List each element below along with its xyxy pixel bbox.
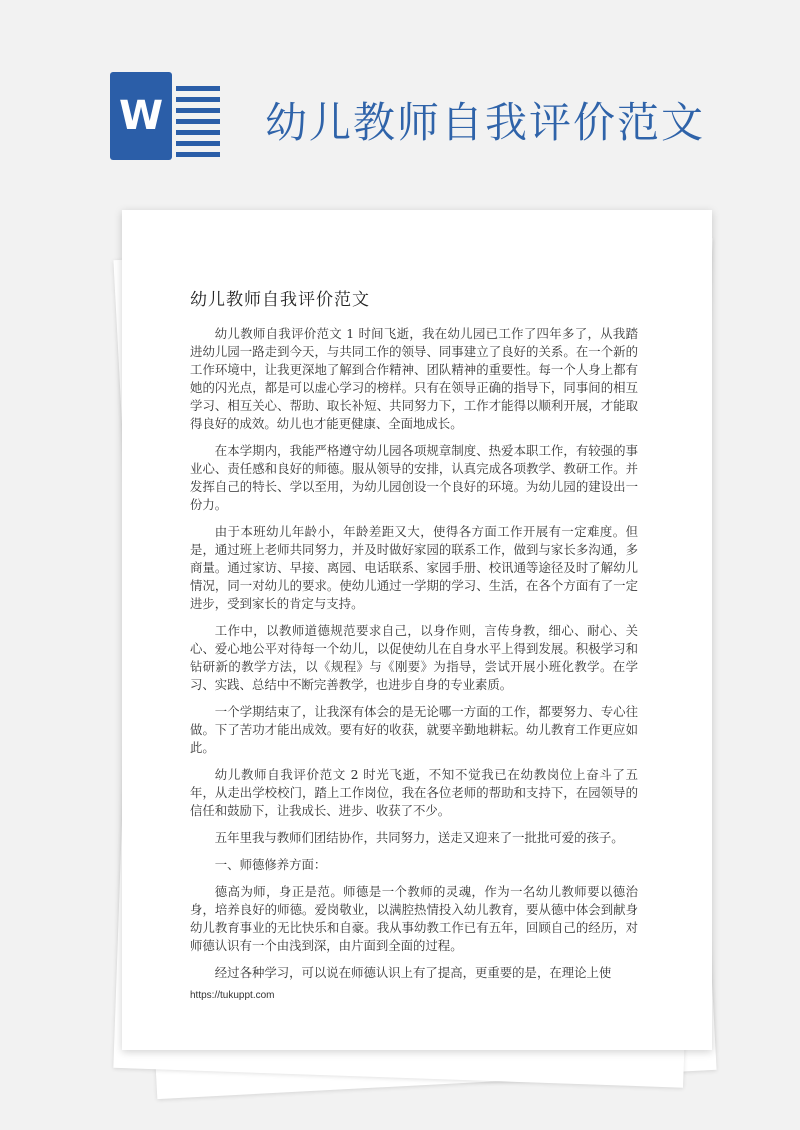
paragraph: 一个学期结束了，让我深有体会的是无论哪一方面的工作，都要努力、专心往做。下了苦功才能出成效。要有好的收获，就要辛勤地耕耘。幼儿教育工作更应如此。: [190, 704, 638, 755]
footer-url: https://tukuppt.com: [190, 990, 275, 1001]
paragraph: 幼儿教师自我评价范文 1 时间飞逝，我在幼儿园已工作了四年多了，从我踏进幼儿园一路走到今天，与共同工作的领导、同事建立了良好的关系。在一个新的工作环境中，让我更深地了解到合作精神、团队精神的重要性。每一个人身上都有她的闪光点，都是可以虚心学习的榜样。只有在领导正确的指导下，同事间的相互学习、相互关心、帮助、取长补短、共同努力下，工作才能得以顺利开展，才能取得良好的成效。幼儿也才能更健康、全面地成长。: [190, 326, 638, 431]
banner: [0, 0, 800, 200]
paragraph: 五年里我与教师们团结协作，共同努力，送走又迎来了一批批可爱的孩子。: [214, 830, 624, 845]
banner-title: 幼儿教师自我评价范文: [265, 98, 706, 147]
paragraph: 幼儿教师自我评价范文 2 时光飞逝，不知不觉我已在幼教岗位上奋斗了五年，从走出学校校门，踏上工作岗位，我在各位老师的帮助和支持下，在园领导的信任和鼓励下，让我成长、进步、收获了不少。: [190, 767, 638, 818]
paragraph: 经过各种学习，可以说在师德认识上有了提高，更重要的是，在理论上使: [214, 965, 612, 980]
document-title: 幼儿教师自我评价范文: [190, 290, 370, 310]
document-body: [190, 325, 638, 991]
paragraph: 工作中，以教师道德规范要求自己，以身作则，言传身教，细心、耐心、关心、爱心地公平对待每一个幼儿，以促使幼儿在自身水平上得到发展。积极学习和钻研新的教学方法，以《规程》与《刚要》为指导，尝试开展小班化教学。在学习、实践、总结中不断完善教学，也进步自身的专业素质。: [190, 623, 638, 692]
word-document-icon: [110, 72, 220, 160]
paragraph: 在本学期内，我能严格遵守幼儿园各项规章制度、热爱本职工作，有较强的事业心、责任感和良好的师德。服从领导的安排，认真完成各项教学、教研工作。并发挥自己的特长、学以至用，为幼儿园创设一个良好的环境。为幼儿园的建设出一份力。: [190, 443, 638, 512]
paragraph: 德高为师，身正是范。师德是一个教师的灵魂，作为一名幼儿教师要以德治身，培养良好的师德。爱岗敬业，以满腔热情投入幼儿教育，要从德中体会到献身幼儿教育事业的无比快乐和自豪。我从事幼教工作已有五年，回顾自己的经历，对师德认识有一个由浅到深，由片面到全面的过程。: [190, 884, 638, 953]
section-heading: 一、师德修养方面：: [214, 857, 327, 872]
document-page: [122, 210, 712, 1050]
paragraph: 由于本班幼儿年龄小，年龄差距又大，使得各方面工作开展有一定难度。但是，通过班上老师共同努力，并及时做好家园的联系工作，做到与家长多沟通，多商量。通过家访、早接、离园、电话联系、家园手册、校讯通等途径及时了解幼儿情况，同一对幼儿的要求。使幼儿通过一学期的学习、生活，在各个方面有了一定进步，受到家长的肯定与支持。: [190, 524, 638, 611]
word-logo-lines: [176, 86, 220, 163]
word-logo-letter: W: [110, 72, 172, 160]
